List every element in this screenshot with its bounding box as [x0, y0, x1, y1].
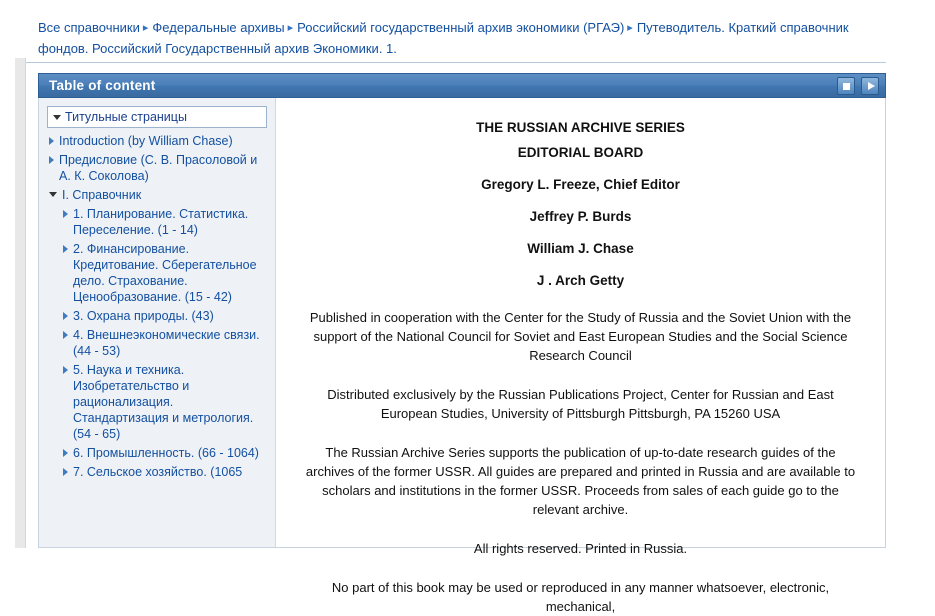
chevron-right-icon: [63, 366, 68, 374]
document-paragraph: No part of this book may be used or reproduced in any manner whatsoever, electronic, mechanical,: [331, 580, 830, 614]
sidebar-item-label: I. Справочник: [62, 188, 142, 202]
toc-title: Table of content: [49, 78, 156, 93]
sidebar-item-label: Предисловие (С. В. Прасоловой и А. К. Соколова): [59, 153, 258, 183]
chevron-right-icon: ▸: [142, 22, 149, 34]
play-icon: [868, 82, 875, 90]
sidebar-item-label: Титульные страницы: [65, 110, 187, 124]
chevron-right-icon: ▸: [287, 22, 294, 34]
document-paragraph: Published in cooperation with the Center for the Study of Russia and the Soviet Union with the support of the National Council for Soviet and East European Studies and the Social Science Research Council: [309, 310, 852, 363]
editor-name: William J. Chase: [527, 241, 634, 256]
chevron-right-icon: [63, 468, 68, 476]
document-paragraph: The Russian Archive Series supports the publication of up-to-date research guides of the archives of the former USSR. All guides are prepared and printed in Russia and are available to scholars and institutions in the former USSR. Proceeds from sales of each guide go to the relevant archive.: [305, 445, 856, 517]
chevron-right-icon: [63, 210, 68, 218]
sidebar-item-section-7[interactable]: [47, 464, 267, 480]
content-area: [38, 98, 886, 614]
stop-icon: [843, 83, 850, 90]
sidebar-item-section-5[interactable]: [47, 362, 267, 442]
document-paragraph: Distributed exclusively by the Russian Publications Project, Center for Russian and East European Studies, University of Pittsburgh Pittsburgh, PA 15260 USA: [327, 387, 834, 421]
editor-name: J . Arch Getty: [536, 273, 625, 288]
sidebar-item-label: 5. Наука и техника. Изобретательство и рационализация. Стандартизация и метрология. (54 - 65): [73, 363, 254, 441]
chevron-right-icon: [49, 137, 54, 145]
sidebar-item-label: 1. Планирование. Статистика. Переселение. (1 - 14): [73, 207, 249, 237]
document-title: THE RUSSIAN ARCHIVE SERIES: [476, 120, 685, 135]
sidebar-item-section-6[interactable]: [47, 445, 267, 461]
chevron-right-icon: [63, 449, 68, 457]
editor-name: Jeffrey P. Burds: [529, 209, 632, 224]
sidebar-item-label: 4. Внешнеэкономические связи. (44 - 53): [73, 328, 260, 358]
chevron-right-icon: ▸: [627, 22, 633, 34]
chevron-down-icon: [53, 115, 61, 120]
sidebar-item-introduction[interactable]: [47, 133, 267, 149]
document-subtitle: EDITORIAL BOARD: [517, 145, 644, 160]
sidebar-item-label: 6. Промышленность. (66 - 1064): [73, 446, 259, 460]
breadcrumb-item-3: Путеводитель. Краткий справочник фондов. Российский Государственный архив Экономики. 1.: [38, 20, 849, 56]
sidebar-item-section-1[interactable]: [47, 206, 267, 238]
breadcrumb-item-2[interactable]: Российский государственный архив экономики (РГАЭ): [297, 20, 625, 35]
sidebar-item-label: 2. Финансирование. Кредитование. Сберегательное дело. Страхование. Ценообразование. (15 - 42): [73, 242, 257, 304]
stop-button[interactable]: [837, 77, 855, 95]
chevron-down-icon: [49, 192, 57, 197]
document-viewer: [276, 98, 885, 614]
sidebar-item-label: 7. Сельское хозяйство. (1065: [73, 465, 243, 479]
document-paragraph: All rights reserved. Printed in Russia.: [473, 541, 688, 556]
breadcrumb-item-1[interactable]: Федеральные архивы: [152, 20, 285, 35]
table-of-content-header: [38, 73, 886, 98]
chevron-right-icon: [63, 312, 68, 320]
sidebar-item-title-pages[interactable]: [47, 106, 267, 128]
chevron-right-icon: [63, 331, 68, 339]
left-gutter: [0, 0, 26, 548]
sidebar-item-section-2[interactable]: [47, 241, 267, 305]
sidebar-item-spravochnik[interactable]: [47, 187, 267, 203]
editor-name: Gregory L. Freeze, Chief Editor: [481, 177, 680, 192]
sidebar-item-label: Introduction (by William Chase): [59, 134, 233, 148]
sidebar-item-label: 3. Охрана природы. (43): [73, 309, 214, 323]
left-gutter-bar: [15, 58, 26, 548]
breadcrumb: [38, 18, 886, 58]
breadcrumb-item-0[interactable]: Все справочники: [38, 20, 140, 35]
breadcrumb-divider: [26, 62, 886, 63]
toc-sidebar[interactable]: [39, 98, 276, 547]
sidebar-item-section-3[interactable]: [47, 308, 267, 324]
sidebar-item-section-4[interactable]: [47, 327, 267, 359]
next-button[interactable]: [861, 77, 879, 95]
chevron-right-icon: [63, 245, 68, 253]
chevron-right-icon: [49, 156, 54, 164]
sidebar-item-preface[interactable]: [47, 152, 267, 184]
